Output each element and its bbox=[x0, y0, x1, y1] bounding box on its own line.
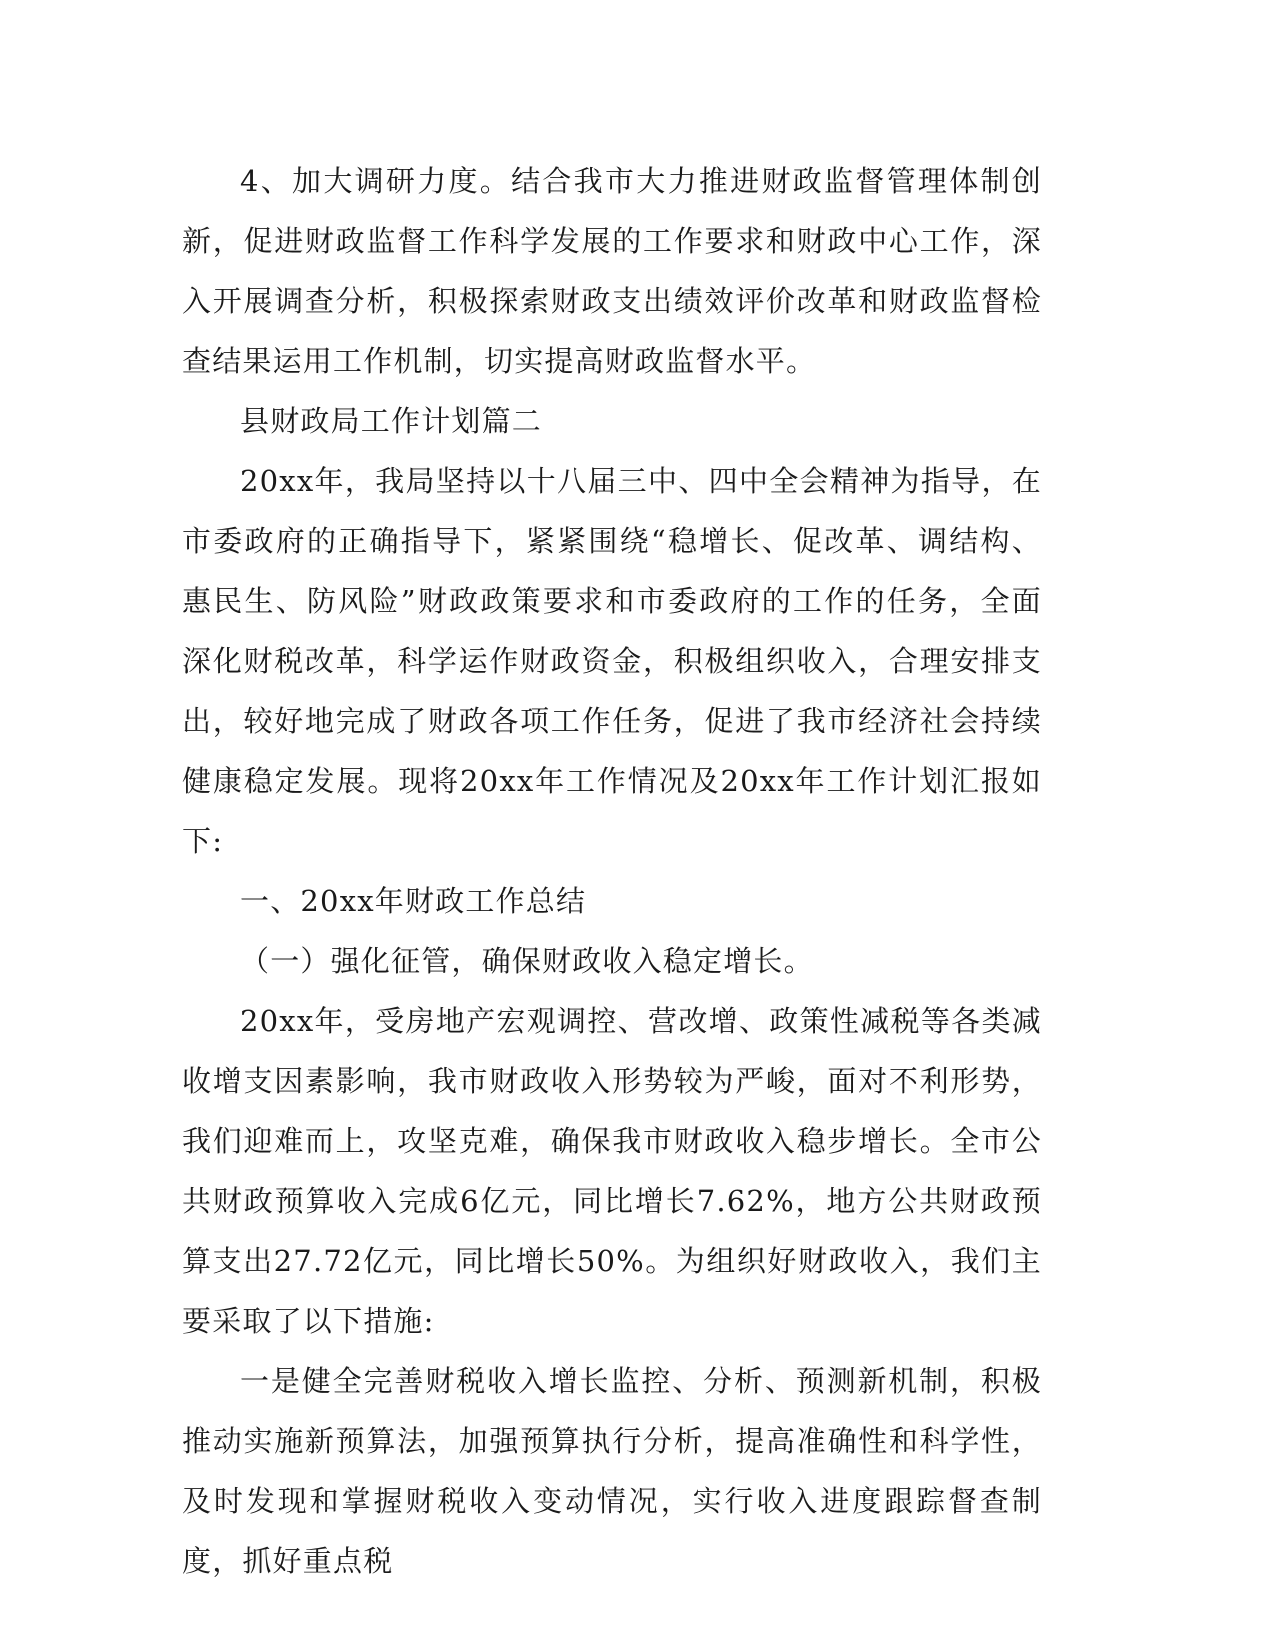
paragraph-intro: 20xx年，我局坚持以十八届三中、四中全会精神为指导，在市委政府的正确指导下，紧紧围绕“稳增长、促改革、调结构、惠民生、防风险”财政政策要求和市委政府的工作的任务，全面深化财税改革，科学运作财政资金，积极组织收入，合理安排支出，较好地完成了财政各项工作任务，促进了我市经济社会持续健康稳定发展。现将20xx年工作情况及20xx年工作计划汇报如下: bbox=[182, 464, 1042, 858]
paragraph-research: 4、加大调研力度。结合我市大力推进财政监督管理体制创新，促进财政监督工作科学发展的工作要求和财政中心工作，深入开展调查分析，积极探索财政支出绩效评价改革和财政监督检查结果运用工作机制，切实提高财政监督水平。 bbox=[182, 164, 1042, 378]
subheading-revenue: （一）强化征管，确保财政收入稳定增长。 bbox=[240, 944, 814, 978]
document-body bbox=[182, 151, 1042, 1591]
section-heading-part-two: 县财政局工作计划篇二 bbox=[240, 404, 543, 438]
paragraph-revenue: 20xx年，受房地产宏观调控、营改增、政策性减税等各类减收增支因素影响，我市财政收入形势较为严峻，面对不利形势，我们迎难而上，攻坚克难，确保我市财政收入稳步增长。全市公共财政预算收入完成6亿元，同比增长7.62%，地方公共财政预算支出27.72亿元，同比增长50%。为组织好财政收入，我们主要采取了以下措施: bbox=[182, 1004, 1042, 1338]
heading-summary: 一、20xx年财政工作总结 bbox=[240, 884, 587, 918]
paragraph-measure-one: 一是健全完善财税收入增长监控、分析、预测新机制，积极推动实施新预算法，加强预算执行分析，提高准确性和科学性，及时发现和掌握财税收入变动情况，实行收入进度跟踪督查制度，抓好重点税 bbox=[182, 1364, 1042, 1578]
